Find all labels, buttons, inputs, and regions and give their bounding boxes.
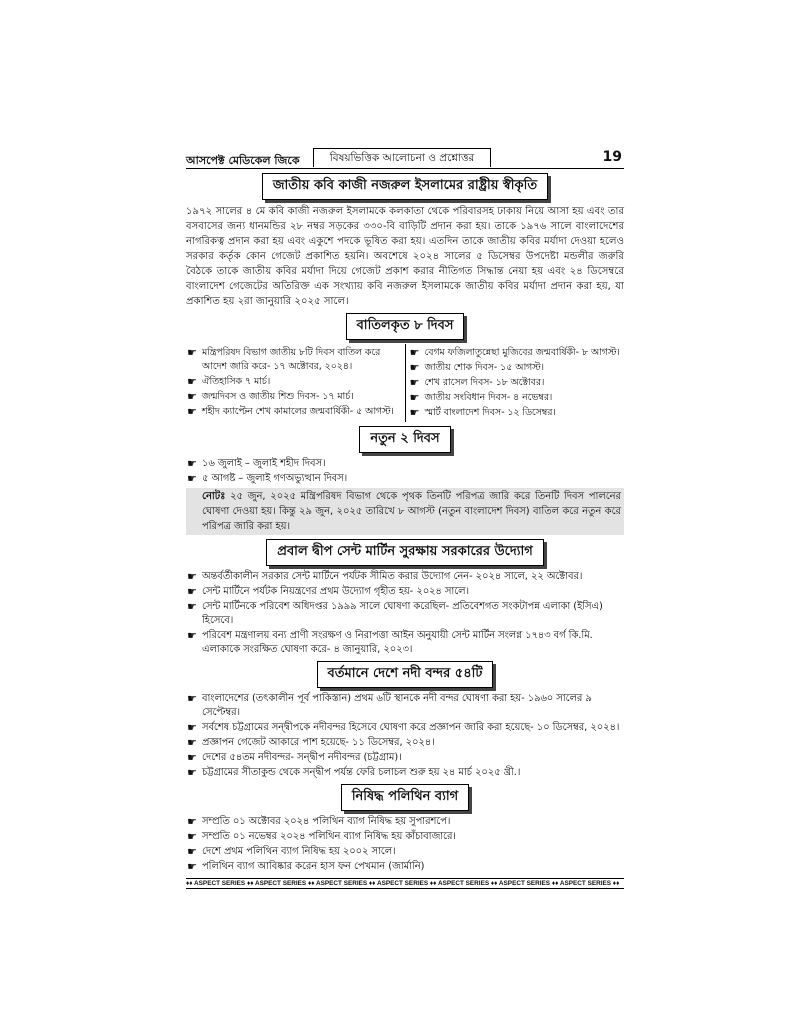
pointing-hand-icon: ☛ xyxy=(187,766,197,779)
book-title: আসপেক্ট মেডিকেল জিকে xyxy=(186,154,300,167)
list-item-text: সর্বশেষ চট্টগ্রামের সন্দ্বীপকে নদীবন্দর হিসেবে ঘোষণা করে প্রজ্ঞাপন জারি করা হয়েছে- ১০ ডিসেম্বর, ২০২৪। xyxy=(202,722,620,733)
section-title-cancelled-days: বাতিলকৃত ৮ দিবস xyxy=(346,313,465,340)
list-item xyxy=(186,585,624,599)
list-item xyxy=(186,751,624,765)
list-item-text: শেখ রাসেল দিবস- ১৮ অক্টোবর। xyxy=(424,377,545,388)
pointing-hand-icon: ☛ xyxy=(187,845,197,858)
list-item xyxy=(186,721,624,735)
cancelled-days-right-list xyxy=(409,346,625,420)
list-item xyxy=(186,405,402,419)
cancelled-days-right-column xyxy=(406,344,625,422)
list-item xyxy=(186,375,402,389)
list-item-text: প্রজ্ঞাপন গেজেট আকারে পাশ হয়েছে- ১১ ডিসেম্বর, ২০২৪। xyxy=(202,737,435,748)
section-title-saint-martin: প্রবাল দ্বীপ সেন্ট মার্টিন সুরক্ষায় সরকারের উদ্যোগ xyxy=(266,539,544,566)
list-item xyxy=(186,472,624,486)
pointing-hand-icon: ☛ xyxy=(187,472,197,485)
pointing-hand-icon: ☛ xyxy=(187,585,197,598)
section-title-new-days: নতুন ২ দিবস xyxy=(359,426,450,453)
page-number: 19 xyxy=(602,149,622,165)
pointing-hand-icon: ☛ xyxy=(187,629,197,642)
pointing-hand-icon: ☛ xyxy=(187,457,197,470)
new-days-list xyxy=(186,457,624,486)
list-item xyxy=(186,457,624,471)
note-label: নোটঃ xyxy=(202,491,226,502)
list-item xyxy=(409,391,625,405)
list-item xyxy=(186,830,624,844)
list-item-text: জাতীয় সংবিধান দিবস- ৪ নভেম্বর। xyxy=(424,392,553,403)
saint-martin-list xyxy=(186,570,624,657)
list-item-text: অন্তর্বর্তীকালীন সরকার সেন্ট মার্টিনে পর্যটক সীমিত করার উদ্যোগ নেন- ২০২৪ সালে, ২২ অক্টোবর। xyxy=(202,571,583,582)
list-item xyxy=(186,600,624,628)
page xyxy=(186,148,624,889)
pointing-hand-icon: ☛ xyxy=(409,391,420,404)
list-item xyxy=(409,346,625,360)
page-footer: ♦♦ ASPECT SERIES ♦♦ ASPECT SERIES ♦♦ ASPECT SERIES ♦♦ ASPECT SERIES ♦♦ ASPECT SERIES ♦♦ ASPECT SERIES ♦♦ ASPECT SERIES ♦♦ xyxy=(186,878,624,889)
nazrul-paragraph: ১৯৭২ সালের ৪ মে কবি কাজী নজরুল ইসলামকে কলকাতা থেকে পরিবারসহ ঢাকায় নিয়ে আসা হয় এবং তার বসবাসের জন্য ধানমন্ডির ২৮ নম্বর সড়কের ৩৩০-বি বাড়িটি প্রদান করা হয়। তাকে ১৯৭৬ সালে বাংলাদেশের নাগরিকত্ব প্রদান করা হয় এবং একুশে পদকে ভূষিত করা হয়। এতদিন তাকে জাতীয় কবির মর্যাদা দেওয়া হলেও সরকার কর্তৃক কোন গেজেট প্রকাশিত হয়নি। অবশেষে ২০২৪ সালের ৫ ডিসেম্বর উপদেষ্টা মন্ডলীর জরুরি বৈঠকে তাকে জাতীয় কবির মর্যাদা দিয়ে গেজেট প্রকাশ করার নীতিগত সিদ্ধান্ত নেয়া হয় এবং ২৪ ডিসেম্বরে বাংলাদেশ গেজেটের অতিরিক্ত এক সংখ্যায় কবি নজরুল ইসলামকে জাতীয় কবির মর্যাদা প্রদান করা হয়, যা প্রকাশিত হয় ২রা জানুয়ারি ২০২৫ সালে। xyxy=(186,206,624,307)
pointing-hand-icon: ☛ xyxy=(187,390,197,403)
polythene-list xyxy=(186,815,624,874)
list-item-text: জন্মদিবস ও জাতীয় শিশু দিবস- ১৭ মার্চ। xyxy=(202,391,354,402)
pointing-hand-icon: ☛ xyxy=(187,860,197,873)
section-title-polythene: নিষিদ্ধ পলিথিন ব্যাগ xyxy=(341,784,469,811)
list-item-text: দেশের ৫৪তম নদীবন্দর- সন্দ্বীপ নদীবন্দর (চট্টগ্রাম)। xyxy=(202,752,402,763)
list-item xyxy=(186,570,624,584)
pointing-hand-icon: ☛ xyxy=(187,721,197,734)
list-item-text: দেশে প্রথম পলিথিন ব্যাগ নিষিদ্ধ হয় ২০০২ সালে। xyxy=(202,846,396,857)
list-item-text: পলিথিন ব্যাগ আবিষ্কার করেন হাস ফন পেখমান (জার্মানি) xyxy=(202,861,425,872)
pointing-hand-icon: ☛ xyxy=(187,815,197,828)
section-title-nazrul: জাতীয় কবি কাজী নজরুল ইসলামের রাষ্ট্রীয় স্বীকৃতি xyxy=(262,173,548,200)
list-item-text: বেগম ফজিলাতুন্নেছা মুজিবের জন্মবার্ষিকী- ৮ আগস্ট। xyxy=(424,347,620,358)
pointing-hand-icon: ☛ xyxy=(187,751,197,764)
pointing-hand-icon: ☛ xyxy=(409,376,420,389)
river-ports-list xyxy=(186,692,624,780)
pointing-hand-icon: ☛ xyxy=(187,692,197,705)
cancelled-days-left-list xyxy=(186,346,402,419)
pointing-hand-icon: ☛ xyxy=(409,346,420,359)
list-item xyxy=(186,346,402,374)
pointing-hand-icon: ☛ xyxy=(187,736,197,749)
list-item-text: জাতীয় শোক দিবস- ১৫ আগস্ট। xyxy=(424,362,544,373)
pointing-hand-icon: ☛ xyxy=(187,405,197,418)
list-item-text: সম্প্রতি ০১ অক্টোবর ২০২৪ পলিথিন ব্যাগ নিষিদ্ধ হয় সুপারশপে। xyxy=(202,816,451,827)
list-item xyxy=(186,629,624,657)
list-item xyxy=(186,815,624,829)
list-item xyxy=(186,845,624,859)
list-item-text: সম্প্রতি ০১ নভেম্বর ২০২৪ পলিথিন ব্যাগ নিষিদ্ধ হয় কাঁচাবাজারে। xyxy=(202,831,456,842)
cancelled-days-columns xyxy=(186,344,624,422)
pointing-hand-icon: ☛ xyxy=(187,375,197,388)
section-title-river-ports: বর্তমানে দেশে নদী বন্দর ৫৪টি xyxy=(317,661,494,688)
list-item xyxy=(186,736,624,750)
pointing-hand-icon: ☛ xyxy=(409,361,420,374)
list-item-text: শহীদ ক্যাপ্টেন শেখ কামালের জন্মবার্ষিকী- ৫ আগস্ট। xyxy=(202,406,394,417)
list-item xyxy=(186,766,624,780)
list-item xyxy=(409,376,625,390)
list-item-text: সেন্ট মার্টিনে পর্যটক নিয়ন্ত্রণের প্রথম উদ্যোগ গৃহীত হয়- ২০২৪ সালে। xyxy=(202,586,469,597)
cancelled-days-left-column xyxy=(186,344,406,422)
note-text: ২৫ জুন, ২০২৫ মন্ত্রিপরিষদ বিভাগ থেকে পৃথক তিনটি পরিপত্র জারি করে তিনটি দিবস পালনের ঘোষণা দেওয়া হয়। কিন্তু ২৯ জুন, ২০২৫ তারিখে ৮ আগস্ট (নতুন বাংলাদেশ দিবস) বাতিল করে নতুন করে পরিপত্র জারি করা হয়। xyxy=(202,491,621,532)
pointing-hand-icon: ☛ xyxy=(409,406,420,419)
list-item xyxy=(186,390,402,404)
chapter-title: বিষয়ভিত্তিক আলোচনা ও প্রশ্নোত্তর xyxy=(313,148,491,167)
page-header xyxy=(186,148,624,169)
list-item-text: ১৬ জুলাই – জুলাই শহীদ দিবস। xyxy=(202,458,326,469)
list-item-text: ঐতিহাসিক ৭ মার্চ। xyxy=(202,376,271,387)
pointing-hand-icon: ☛ xyxy=(187,570,197,583)
list-item xyxy=(409,361,625,375)
list-item-text: স্মার্ট বাংলাদেশ দিবস- ১২ ডিসেম্বর। xyxy=(424,407,556,418)
list-item xyxy=(186,692,624,720)
pointing-hand-icon: ☛ xyxy=(187,600,197,613)
list-item-text: চট্টগ্রামের সীতাকুন্ড থেকে সন্দ্বীপ পর্যন্ত ফেরি চলাচল শুরু হয় ২৪ মার্চ ২০২৫ খ্রী.। xyxy=(202,767,521,778)
list-item-text: সেন্ট মার্টিনকে পরিবেশ অধিদপ্তর ১৯৯৯ সালে ঘোষণা করেছিল- প্রতিবেশগত সংকটাপন্ন এলাকা (ইসিএ) হিসেবে। xyxy=(202,601,603,626)
pointing-hand-icon: ☛ xyxy=(187,830,197,843)
list-item-text: ৫ আগষ্ট – জুলাই গণঅভ্যুত্থান দিবস। xyxy=(202,473,348,484)
list-item-text: পরিবেশ মন্ত্রণালয় বন্য প্রাণী সংরক্ষণ ও নিরাপত্তা আইন অনুযায়ী সেন্ট মার্টিন সংলগ্ন ১৭৪৩ বর্গ কি.মি. এলাকাকে সংরক্ষিত ঘোষণা করে- ৪ জানুয়ারি, ২০২৩। xyxy=(202,630,593,655)
list-item-text: বাংলাদেশের (তৎকালীন পূর্ব পাকিস্তান) প্রথম ৬টি স্থানকে নদী বন্দর ঘোষণা করা হয়- ১৯৬০ সালের ৯ সেপ্টেম্বর। xyxy=(202,693,592,718)
list-item xyxy=(409,406,625,420)
list-item-text: মন্ত্রিপরিষদ বিভাগ জাতীয় ৮টি দিবস বাতিল করে আদেশ জারি করে- ১৭ অক্টোবর, ২০২৪। xyxy=(202,347,381,372)
note-box xyxy=(186,488,624,535)
pointing-hand-icon: ☛ xyxy=(187,346,197,359)
list-item xyxy=(186,860,624,874)
